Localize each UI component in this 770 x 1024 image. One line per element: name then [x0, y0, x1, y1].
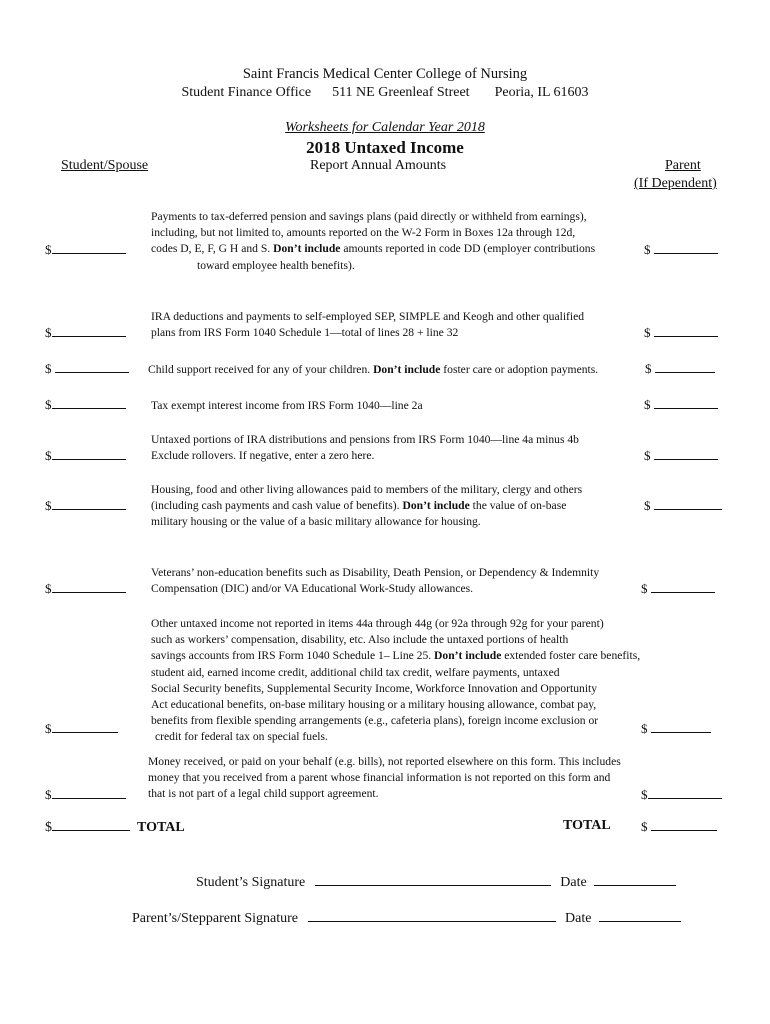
parent-date-label: Date — [565, 911, 592, 926]
item-description: Untaxed portions of IRA distributions and pensions from IRS Form 1040—line 4a minus 4b Exclude rollovers. If negative, enter a zero here. — [151, 433, 579, 463]
parent-signature-label: Parent’s/Stepparent Signature — [132, 911, 299, 926]
item-description: Money received, or paid on your behalf (e.g. bills), not reported elsewhere on this form. This includes money that you received from a parent whose financial information is not reported on this form and that is not part of a legal child support agreement. — [148, 755, 621, 801]
office-address-line — [0, 85, 770, 101]
student-date-field[interactable] — [594, 871, 676, 886]
item-description: Other untaxed income not reported in items 44a through 44g (or 92a through 92g for your parent) such as workers’ compensation, disability, etc. Also include the untaxed portions of health savings accounts from IRS Form 1040 Schedule 1– Line 25. Don’t include extended foster care benefits, student aid, earned income credit, additional child tax credit, welfare payments, untaxed Social Security benefits, Supplemental Security Income, Workforce Innovation and Opportunity Act educational benefits, on-base military housing or a military housing allowance, combat pay, benefits from flexible spending arrangements (e.g., cafeteria plans), foreign income exclusion or credit for federal tax on special fuels. — [151, 617, 641, 744]
parent-signature-field[interactable] — [308, 907, 556, 922]
student-signature-row — [196, 871, 676, 891]
student-amount-field[interactable]: $ — [45, 786, 126, 803]
student-signature-field[interactable] — [315, 871, 551, 886]
student-amount-field[interactable]: $ — [45, 396, 126, 413]
parent-amount-field[interactable]: $ — [644, 447, 718, 464]
student-date-label: Date — [560, 875, 587, 890]
office-name: Student Finance Office — [181, 85, 312, 100]
student-amount-field[interactable]: $ — [45, 324, 126, 341]
worksheet-title: Worksheets for Calendar Year 2018 — [285, 120, 485, 135]
student-signature-label: Student’s Signature — [196, 875, 306, 890]
parent-amount-field[interactable]: $ — [644, 396, 718, 413]
parent-total-label: TOTAL — [563, 818, 611, 833]
parent-amount-field[interactable]: $ — [644, 497, 722, 514]
student-total-label: TOTAL — [137, 820, 185, 835]
student-amount-field[interactable]: $ — [45, 497, 126, 514]
city-state-zip: Peoria, IL 61603 — [494, 85, 589, 100]
student-spouse-heading: Student/Spouse — [61, 158, 149, 173]
parent-date-field[interactable] — [599, 907, 681, 922]
parent-amount-field[interactable]: $ — [641, 720, 711, 737]
student-amount-field[interactable]: $ — [45, 720, 118, 737]
parent-amount-field[interactable]: $ — [641, 580, 715, 597]
student-amount-field[interactable]: $ — [45, 580, 126, 597]
student-amount-field[interactable]: $ — [45, 360, 129, 377]
student-amount-field[interactable]: $ — [45, 447, 126, 464]
parent-amount-field[interactable]: $ — [644, 324, 718, 341]
parent-amount-field[interactable]: $ — [641, 786, 722, 803]
student-amount-field[interactable]: $ — [45, 241, 126, 258]
item-description: Veterans’ non-education benefits such as Disability, Death Pension, or Dependency & Indemnity Compensation (DIC) and/or VA Educational Work-Study allowances. — [151, 566, 600, 596]
form-title: 2018 Untaxed Income — [306, 138, 464, 157]
street-address: 511 NE Greenleaf Street — [332, 85, 470, 100]
student-total-field[interactable]: $ TOTAL — [45, 820, 185, 835]
item-description: IRA deductions and payments to self-employed SEP, SIMPLE and Keogh and other qualified plans from IRS Form 1040 Schedule 1—total of lines 28 + line 32 — [151, 310, 585, 340]
parent-heading: Parent — [665, 158, 701, 173]
institution-name: Saint Francis Medical Center College of Nursing — [242, 66, 528, 82]
report-annual-amounts-heading: Report Annual Amounts — [310, 158, 447, 173]
parent-total-field[interactable]: $ — [641, 818, 717, 835]
parent-signature-row — [132, 907, 681, 927]
item-description: Housing, food and other living allowances paid to members of the military, clergy and others (including cash payments and cash value of benefits). Don’t include the value of on-base military housing or the value of a basic military allowance for housing. — [151, 483, 583, 529]
item-description: Child support received for any of your children. Don’t include foster care or adoption payments. — [148, 363, 599, 376]
item-description: Payments to tax-deferred pension and savings plans (paid directly or withheld from earnings), including, but not limited to, amounts reported on the W-2 Form in Boxes 12a through 12d, codes D, E, F, G H and S. Don’t include amounts reported in code DD (employer contributions toward employee health benefits). — [151, 210, 596, 272]
if-dependent-heading: (If Dependent) — [634, 176, 717, 191]
parent-amount-field[interactable]: $ — [645, 360, 715, 377]
item-description: Tax exempt interest income from IRS Form 1040—line 2a — [151, 399, 423, 412]
parent-amount-field[interactable]: $ — [644, 241, 718, 258]
